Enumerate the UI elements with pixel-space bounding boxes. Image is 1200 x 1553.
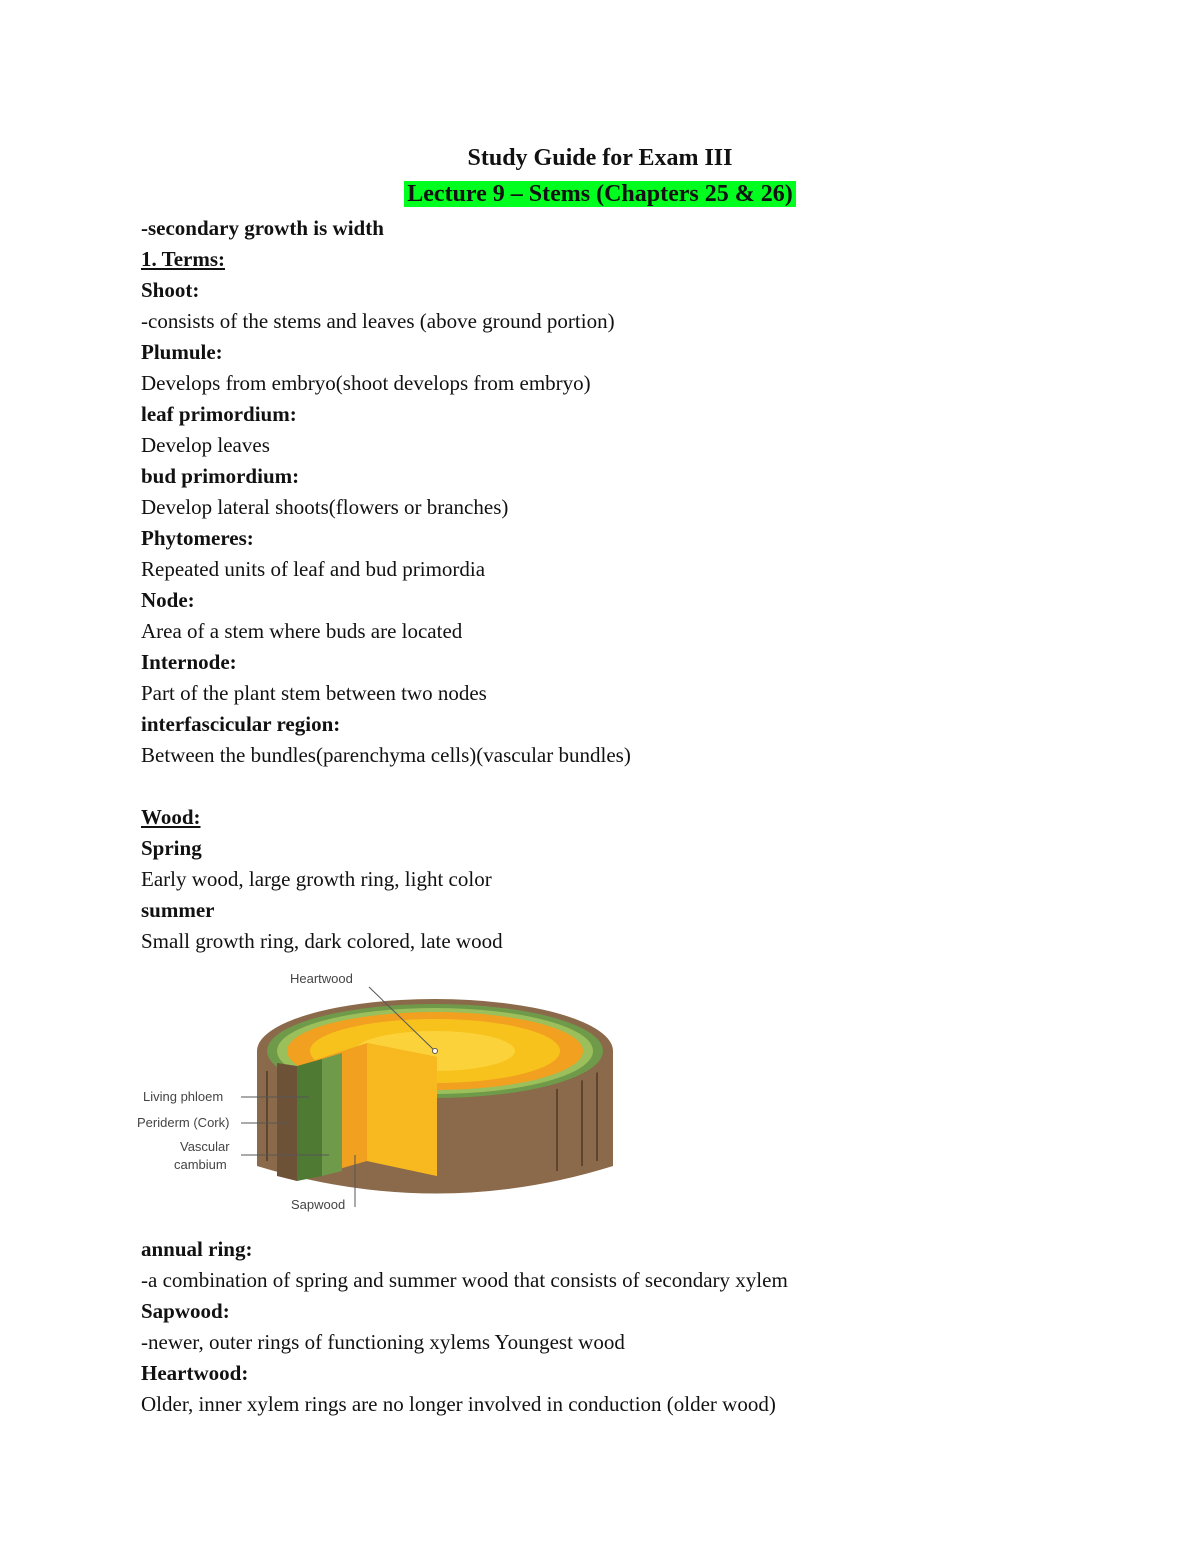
definition-plumule: Develops from embryo(shoot develops from embryo) [141,371,591,395]
cutaway-bark [277,1063,297,1181]
document-body [137,213,1101,1420]
definition-phytomeres: Repeated units of leaf and bud primordia [141,557,486,581]
document-title: Study Guide for Exam III [467,145,733,171]
definition-annual-ring: -a combination of spring and summer wood that consists of secondary xylem [141,1268,788,1292]
term-summer: summer [141,898,215,922]
wood-heading: Wood: [141,805,201,829]
terms-heading: 1. Terms: [141,247,225,271]
label-living-phloem: Living phloem [143,1089,224,1104]
term-bud-primordium: bud primordium: [141,464,300,488]
term-interfascicular-region: interfascicular region: [141,712,341,736]
definition-heartwood: Older, inner xylem rings are no longer involved in conduction (older wood) [141,1392,776,1416]
term-spring: Spring [141,836,202,860]
label-heartwood: Heartwood [290,971,353,986]
term-sapwood: Sapwood: [141,1299,230,1323]
definition-summer: Small growth ring, dark colored, late wood [141,929,503,953]
term-node: Node: [141,588,195,612]
definition-spring: Early wood, large growth ring, light color [141,867,492,891]
definition-node: Area of a stem where buds are located [141,619,463,643]
lecture-heading-text: Lecture 9 – Stems (Chapters 25 & 26) [404,181,796,207]
definition-sapwood: -newer, outer rings of functioning xylems Youngest wood [141,1330,625,1354]
definition-leaf-primordium: Develop leaves [141,433,270,457]
lecture-heading [0,178,1200,210]
spacer [141,771,1101,802]
definition-bud-primordium: Develop lateral shoots(flowers or branches) [141,495,509,519]
term-leaf-primordium: leaf primordium: [141,402,297,426]
term-shoot: Shoot: [141,278,200,302]
label-cambium: cambium [174,1157,227,1172]
heartwood-dot [433,1049,438,1054]
definition-shoot: -consists of the stems and leaves (above ground portion) [141,309,615,333]
cutaway-cambium [322,1053,342,1176]
label-vascular: Vascular [180,1139,230,1154]
cutaway-phloem [297,1059,322,1181]
term-annual-ring: annual ring: [141,1237,253,1261]
cutaway-heartwood [367,1043,437,1176]
term-plumule: Plumule: [141,340,223,364]
intro-line: -secondary growth is width [141,216,384,240]
definition-internode: Part of the plant stem between two nodes [141,681,487,705]
term-internode: Internode: [141,650,237,674]
term-phytomeres: Phytomeres: [141,526,254,550]
tree-trunk-diagram [137,971,637,1224]
definition-interfascicular-region: Between the bundles(parenchyma cells)(vascular bundles) [141,743,631,767]
label-periderm: Periderm (Cork) [137,1115,230,1130]
term-heartwood: Heartwood: [141,1361,249,1385]
label-sapwood: Sapwood [291,1197,346,1212]
